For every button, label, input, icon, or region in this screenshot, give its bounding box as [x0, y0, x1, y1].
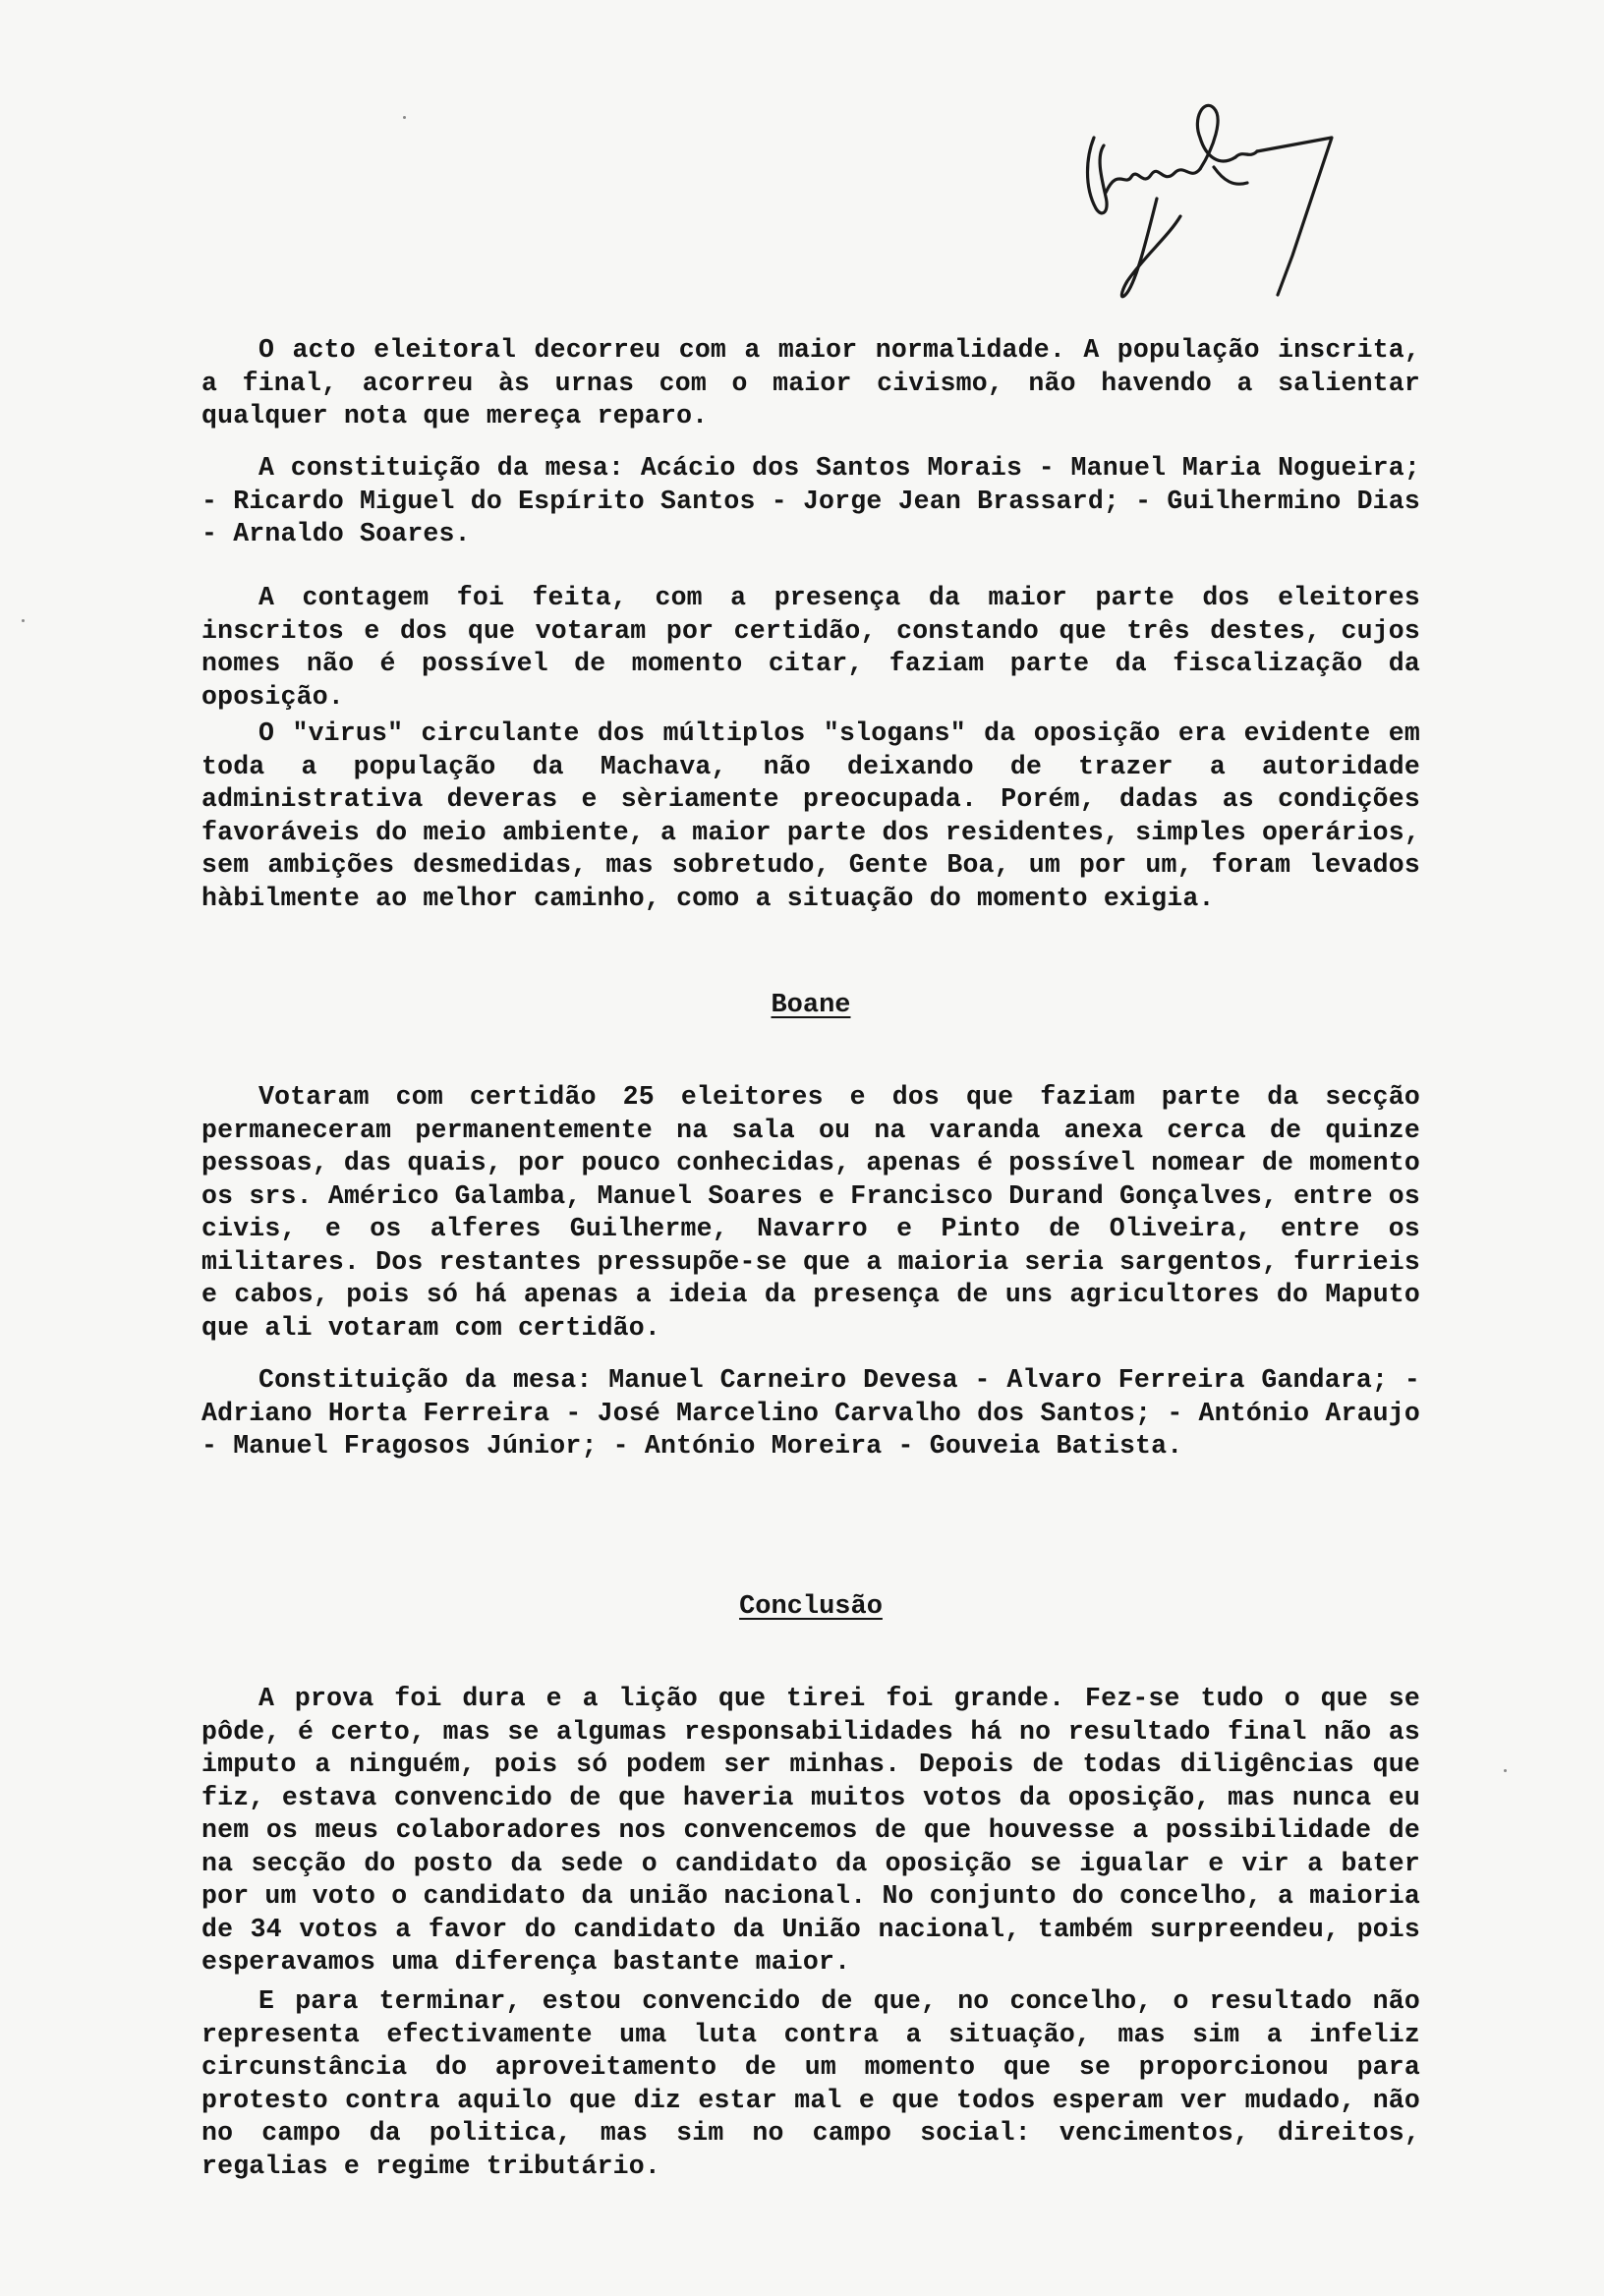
paragraph-text: A contagem foi feita, com a presença da maior parte dos eleitores inscritos e dos que votaram por certidão, constando que três destes, cujos nomes não é possível de momento citar, faziam parte da fiscalização da oposição.: [201, 583, 1437, 712]
paragraph-virus-circulante: [201, 718, 1437, 915]
paragraph-constituicao-mesa-machava: [201, 452, 1437, 551]
scan-speck: [22, 619, 25, 622]
paragraph-text: A prova foi dura e a lição que tirei foi grande. Fez-se tudo o que se pôde, é certo, mas se algumas responsabilidades há no resultado final não as imputo a ninguém, pois só podem ser minhas. Depois de todas diligências que fiz, estava convencido de que haveria muitos votos da oposição, mas nunca eu nem os meus colaboradores nos convencemos de que houvesse a possibilidade de na secção do posto da sede o candidato da oposição se igualar e vir a bater por um voto o candidato da união nacional. No conjunto do concelho, a maioria de 34 votos a favor do candidato da União nacional, também surpreendeu, pois esperavamos uma diferença bastante maior.: [201, 1684, 1437, 1977]
paragraph-votaram-certidao: [201, 1081, 1437, 1345]
scan-speck: [1504, 1769, 1507, 1772]
paragraph-contagem: [201, 582, 1437, 714]
paragraph-acto-eleitoral: [201, 334, 1437, 433]
handwritten-signature: [1066, 98, 1420, 334]
scan-speck: [403, 116, 406, 119]
paragraph-para-terminar: [201, 1985, 1437, 2183]
paragraph-text: E para terminar, estou convencido de que, no concelho, o resultado não representa efectivamente uma luta contra a situação, mas sim a infeliz circunstância do aproveitamento de um momento que se proporcionou para protesto contra aquilo que diz estar mal e que todos esperam ver mudado, não no campo da politica, mas sim no campo social: vencimentos, direitos, regalias e regime tributário.: [201, 1986, 1437, 2181]
paragraph-text: Votaram com certidão 25 eleitores e dos que faziam parte da secção permaneceram permanentemente na sala ou na varanda anexa cerca de quinze pessoas, das quais, por pouco conhecidas, apenas é possível nomear de momento os srs. Américo Galamba, Manuel Soares e Francisco Durand Gonçalves, entre os civis, e os alferes Guilherme, Navarro e Pinto de Oliveira, entre os militares. Dos restantes pressupõe-se que a maioria seria sargentos, furrieis e cabos, pois só há apenas a ideia da presença de uns agricultores do Maputo que ali votaram com certidão.: [201, 1082, 1437, 1343]
section-heading-conclusao: Conclusão: [739, 1592, 883, 1622]
paragraph-text: O "virus" circulante dos múltiplos "slogans" da oposição era evidente em toda a população da Machava, não deixando de trazer a autoridade administrativa deveras e sèriamente preocupada. Porém, dadas as condições favoráveis do meio ambiente, a maior parte dos residentes, simples operários, sem ambições desmedidas, mas sobretudo, Gente Boa, um por um, foram levados hàbilmente ao melhor caminho, como a situação do momento exigia.: [201, 718, 1437, 913]
paragraph-constituicao-mesa-boane: [201, 1364, 1437, 1464]
paragraph-text: O acto eleitoral decorreu com a maior normalidade. A população inscrita, a final, acorreu às urnas com o maior civismo, não havendo a salientar qualquer nota que mereça reparo.: [201, 335, 1437, 430]
paragraph-text: Constituição da mesa: Manuel Carneiro Devesa - Alvaro Ferreira Gandara; - Adriano Horta Ferreira - José Marcelino Carvalho dos Santos; - António Araujo - Manuel Fragosos Júnior; - António Moreira - Gouveia Batista.: [201, 1365, 1437, 1461]
section-heading-boane: Boane: [771, 991, 851, 1020]
paragraph-text: A constituição da mesa: Acácio dos Santos Morais - Manuel Maria Nogueira; - Ricardo Miguel do Espírito Santos - Jorge Jean Brassard; - Guilhermino Dias - Arnaldo Soares.: [201, 453, 1437, 548]
paragraph-prova-dura: [201, 1683, 1437, 1980]
